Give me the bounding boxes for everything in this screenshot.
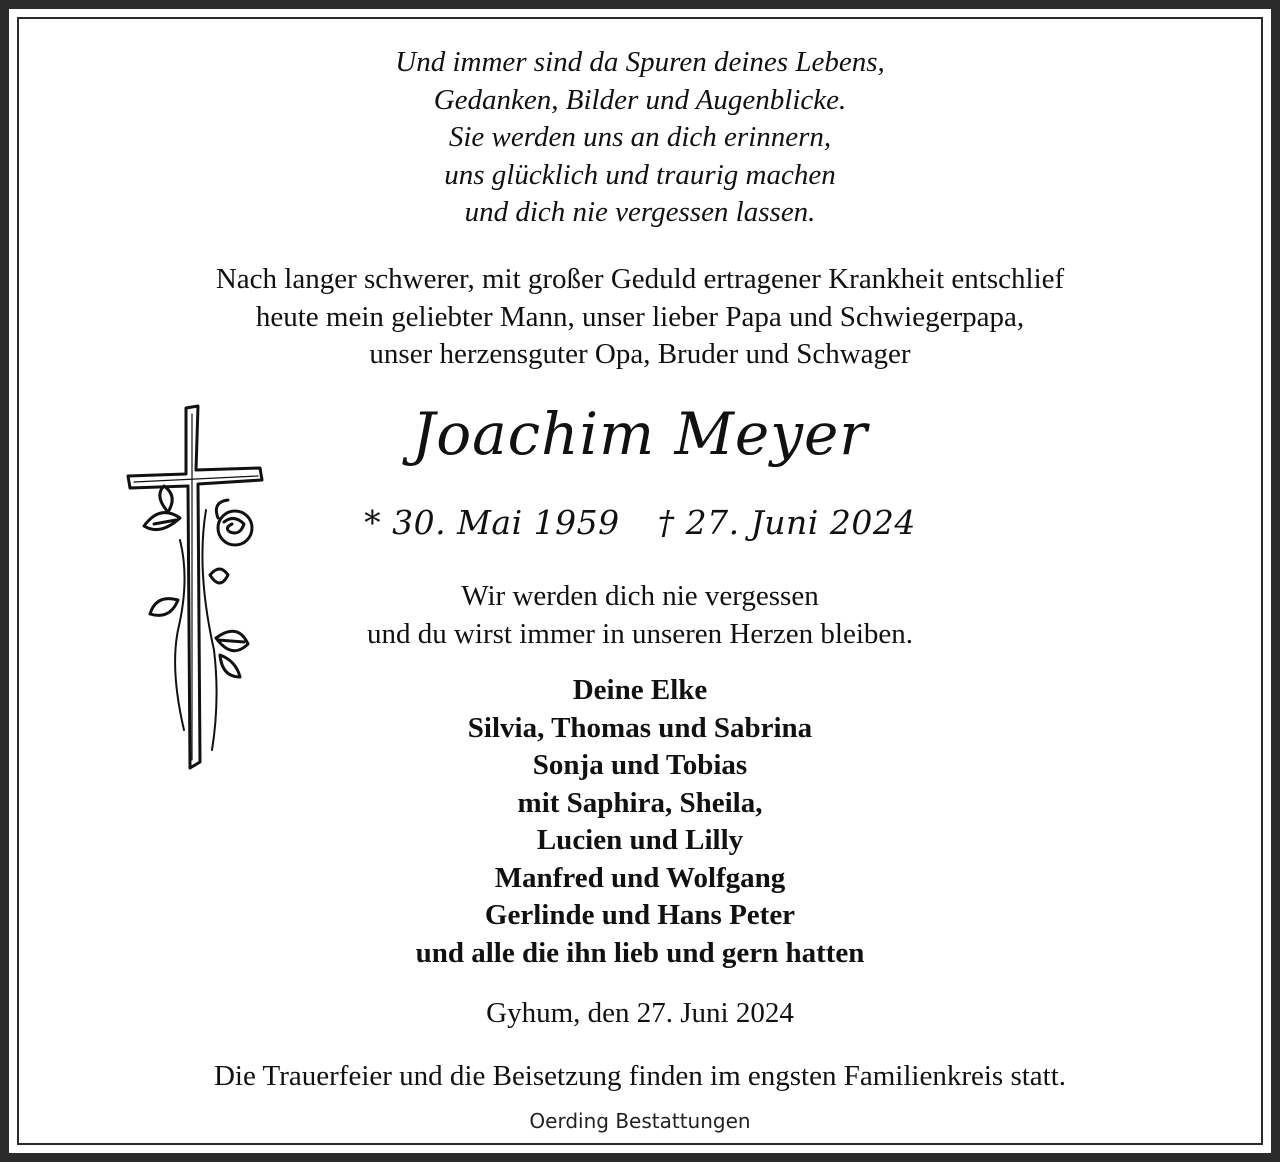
poem-line: Sie werden uns an dich erinnern, [448, 121, 832, 153]
mourners-list [0, 672, 1280, 972]
place-date: Gyhum, den 27. Juni 2024 [486, 997, 794, 1029]
announcement-line: Nach langer schwerer, mit großer Geduld ertragener Krankheit entschlief [215, 263, 1065, 295]
poem-line: und dich nie vergessen lassen. [464, 196, 816, 228]
announcement-line: heute mein geliebter Mann, unser lieber Papa und Schwiegerpapa, [255, 300, 1025, 333]
poem-line: Und immer sind da Spuren deines Lebens, [395, 46, 885, 78]
mourner-line: und alle die ihn lieb und gern hatten [415, 936, 865, 969]
mourner-line: Sonja und Tobias [532, 749, 748, 781]
mourner-line: Gerlinde und Hans Peter [484, 899, 796, 931]
ceremony-note: Die Trauerfeier und die Beisetzung finden im engsten Familienkreis statt. [213, 1060, 1067, 1092]
announcement-line: unser herzensguter Opa, Bruder und Schwager [369, 338, 911, 370]
deceased-name: Joachim Meyer [411, 400, 869, 468]
mourner-line: mit Saphira, Sheila, [517, 786, 763, 819]
mourner-line: Manfred und Wolfgang [494, 861, 786, 894]
undertaker-name: Oerding Bestattungen [529, 1109, 751, 1133]
death-date: † 27. Juni 2024 [657, 503, 916, 542]
remembrance-line: und du wirst immer in unseren Herzen bleiben. [366, 617, 913, 650]
poem-line: Gedanken, Bilder und Augenblicke. [433, 83, 847, 116]
poem-line: uns glücklich und traurig machen [444, 158, 836, 191]
remembrance-text [0, 578, 1280, 653]
memorial-poem [0, 44, 1280, 232]
mourner-line: Deine Elke [572, 674, 708, 706]
mourner-line: Lucien und Lilly [536, 824, 744, 856]
announcement-text [0, 261, 1280, 374]
mourner-line: Silvia, Thomas und Sabrina [467, 711, 813, 744]
remembrance-line: Wir werden dich nie vergessen [461, 580, 819, 612]
birth-date: * 30. Mai 1959 [364, 503, 620, 542]
life-dates [0, 503, 1280, 542]
